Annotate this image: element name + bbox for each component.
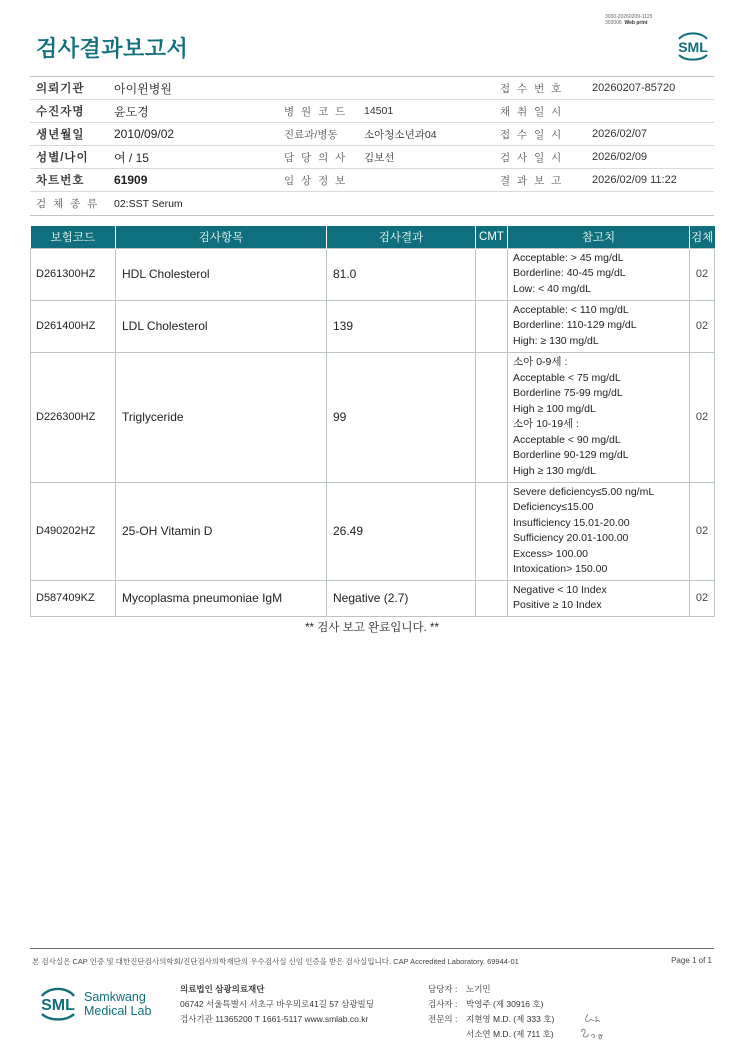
hospital-code-value: 14501 (364, 105, 394, 117)
dept-value: 소아청소년과04 (364, 128, 437, 141)
test-item: LDL Cholesterol (116, 300, 327, 352)
signature-image (578, 1010, 608, 1042)
organization-contact: 검사기관 11365200 T 1661-5117 www.smlab.co.kr (180, 1014, 369, 1024)
results-header-row (31, 226, 715, 248)
info-row-name (30, 100, 714, 123)
staff-name: 지현영 M.D. (제 333 호) (466, 1014, 555, 1024)
reference-line: Insufficiency 15.01-20.00 (513, 516, 630, 529)
table-row (31, 580, 715, 616)
receipt-date-label: 접 수 일 시 (500, 128, 564, 141)
specimen-code: 02 (690, 300, 715, 352)
organization-info (180, 982, 374, 1027)
report-complete-note: ** 검사 보고 완료입니다. ** (305, 622, 439, 634)
staff-row (428, 997, 554, 1012)
reference-range (508, 580, 690, 616)
name-value: 윤도경 (114, 104, 149, 119)
clinical-info-label: 임 상 정 보 (284, 174, 348, 187)
receipt-no-label: 접 수 번 호 (500, 82, 564, 95)
sex-age-label: 성별/나이 (36, 152, 89, 164)
test-result: Negative (2.7) (327, 580, 476, 616)
staff-name: 박영주 (제 30916 호) (466, 999, 544, 1009)
specimen-code: 02 (690, 352, 715, 482)
test-date-label: 검 사 일 시 (500, 151, 564, 164)
organization-address: 06742 서울특별시 서초구 바우뫼로41길 57 삼광빌딩 (180, 999, 374, 1009)
reference-line: Borderline: 40-45 mg/dL (513, 267, 626, 280)
svg-text:SML: SML (41, 997, 75, 1014)
specimen-type-value: 02:SST Serum (114, 197, 183, 210)
footer-divider (30, 948, 714, 949)
column-header: 검사항목 (116, 226, 327, 248)
reference-line: High ≥ 130 mg/dL (513, 464, 596, 477)
sml-logo-icon (673, 27, 713, 63)
requester-value: 아이윈병원 (114, 81, 172, 96)
specimen-code: 02 (690, 482, 715, 580)
test-result: 81.0 (327, 248, 476, 300)
brand-line1: Samkwang (84, 990, 146, 1004)
info-row-chart-no (30, 169, 714, 192)
cmt-cell (476, 580, 508, 616)
staff-role: 담당자 : (428, 984, 458, 994)
doctor-value: 김보선 (364, 151, 395, 164)
collection-date-label: 채 취 일 시 (500, 105, 564, 118)
reference-line: Low: < 40 mg/dL (513, 282, 591, 295)
cmt-cell (476, 300, 508, 352)
reference-line: High: ≥ 130 mg/dL (513, 334, 599, 347)
reference-line: Acceptable < 90 mg/dL (513, 433, 621, 446)
staff-list (428, 982, 554, 1042)
organization-name: 의료법인 삼광의료재단 (180, 984, 265, 994)
test-date-value: 2026/02/09 (592, 151, 648, 163)
reference-range (508, 482, 690, 580)
specimen-type-label: 검 체 종 류 (36, 198, 100, 210)
column-header: 검체 (690, 226, 715, 248)
table-row (31, 248, 715, 300)
insurance-code: D226300HZ (31, 352, 116, 482)
chart-no-label: 차트번호 (36, 175, 85, 187)
column-header: 보험코드 (31, 226, 116, 248)
reference-line: Acceptable: > 45 mg/dL (513, 251, 624, 264)
print-mode: Web print (624, 20, 648, 26)
insurance-code: D490202HZ (31, 482, 116, 580)
page-number: Page 1 of 1 (671, 956, 712, 965)
insurance-code: D261400HZ (31, 300, 116, 352)
column-header: 검사결과 (327, 226, 476, 248)
requester-label: 의뢰기관 (36, 83, 85, 95)
reference-line: Acceptable < 75 mg/dL (513, 371, 621, 384)
reference-line: Severe deficiency≤5.00 ng/mL (513, 485, 655, 498)
brand-line2: Medical Lab (84, 1004, 152, 1018)
dept-label: 진료과/병동 (284, 128, 338, 141)
test-item: Mycoplasma pneumoniae IgM (116, 580, 327, 616)
test-item: HDL Cholesterol (116, 248, 327, 300)
insurance-code: D587409KZ (31, 580, 116, 616)
reference-line: Deficiency≤15.00 (513, 501, 594, 513)
receipt-no-value: 20260207-85720 (592, 82, 676, 94)
reference-line: Intoxication> 150.00 (513, 563, 608, 575)
staff-name: 노기민 (466, 984, 491, 994)
reference-line: Acceptable: < 110 mg/dL (513, 303, 629, 316)
reference-line: High ≥ 100 mg/dL (513, 402, 596, 415)
specimen-code: 02 (690, 580, 715, 616)
reference-line: Negative < 10 Index (513, 583, 607, 596)
table-row (31, 352, 715, 482)
receipt-date-value: 2026/02/07 (592, 128, 648, 140)
name-label: 수진자명 (36, 106, 85, 118)
info-row-sex-age (30, 146, 714, 169)
reference-line: Sufficiency 20.01-100.00 (513, 532, 629, 544)
dob-label: 생년월일 (36, 129, 85, 141)
table-row (31, 300, 715, 352)
info-row-dob (30, 123, 714, 146)
test-result: 26.49 (327, 482, 476, 580)
reference-line: 소아 0-9세 : (513, 356, 568, 368)
staff-row (428, 1027, 554, 1042)
reference-line: Borderline 75-99 mg/dL (513, 387, 623, 399)
column-header: 참고치 (508, 226, 690, 248)
cmt-cell (476, 352, 508, 482)
test-result: 99 (327, 352, 476, 482)
specimen-code: 02 (690, 248, 715, 300)
svg-text:SML: SML (678, 39, 708, 55)
report-date-value: 2026/02/09 11:22 (592, 174, 677, 186)
cmt-cell (476, 248, 508, 300)
reference-line: Borderline 90-129 mg/dL (513, 449, 629, 461)
doctor-label: 담 당 의 사 (284, 151, 348, 164)
staff-row (428, 1012, 554, 1027)
dob-value: 2010/09/02 (114, 127, 175, 141)
reference-line: 소아 10-19세 : (513, 418, 580, 430)
reference-range (508, 300, 690, 352)
table-row (31, 482, 715, 580)
reference-range (508, 352, 690, 482)
print-code-line1: 3030-20260209-1125 (605, 14, 653, 20)
results-table (30, 226, 715, 617)
page-title: 검사결과보고서 (36, 36, 189, 61)
report-date-label: 결 과 보 고 (500, 174, 564, 187)
staff-row (428, 982, 554, 997)
print-code (605, 14, 652, 26)
sml-logo-icon (36, 980, 80, 1024)
certification-text: 본 검사실은 CAP 인증 및 대한진단검사의학회/진단검사의학재단의 우수검사실 신임 인증을 받은 검사실입니다. CAP Accredited Laboratory. 69944-01 (32, 957, 519, 966)
staff-role: 검사자 : (428, 999, 458, 1009)
staff-role: 전문의 : (428, 1014, 458, 1024)
hospital-code-label: 병 원 코 드 (284, 105, 348, 118)
reference-line: Borderline: 110-129 mg/dL (513, 319, 637, 332)
staff-name: 서소연 M.D. (제 711 호) (466, 1029, 554, 1039)
reference-line: Positive ≥ 10 Index (513, 599, 602, 611)
test-item: 25-OH Vitamin D (116, 482, 327, 580)
test-item: Triglyceride (116, 352, 327, 482)
chart-no-value: 61909 (114, 173, 148, 187)
info-row-requester (30, 77, 714, 100)
sex-age-value: 여 / 15 (114, 150, 149, 165)
info-row-specimen (30, 192, 714, 216)
column-header: CMT (476, 226, 508, 248)
reference-line: Excess> 100.00 (513, 547, 589, 560)
print-code-line2: 303006 (605, 20, 622, 26)
test-result: 139 (327, 300, 476, 352)
cmt-cell (476, 482, 508, 580)
patient-info (30, 76, 714, 216)
brand-name (84, 990, 151, 1018)
reference-range (508, 248, 690, 300)
insurance-code: D261300HZ (31, 248, 116, 300)
staff-role (428, 1027, 466, 1042)
